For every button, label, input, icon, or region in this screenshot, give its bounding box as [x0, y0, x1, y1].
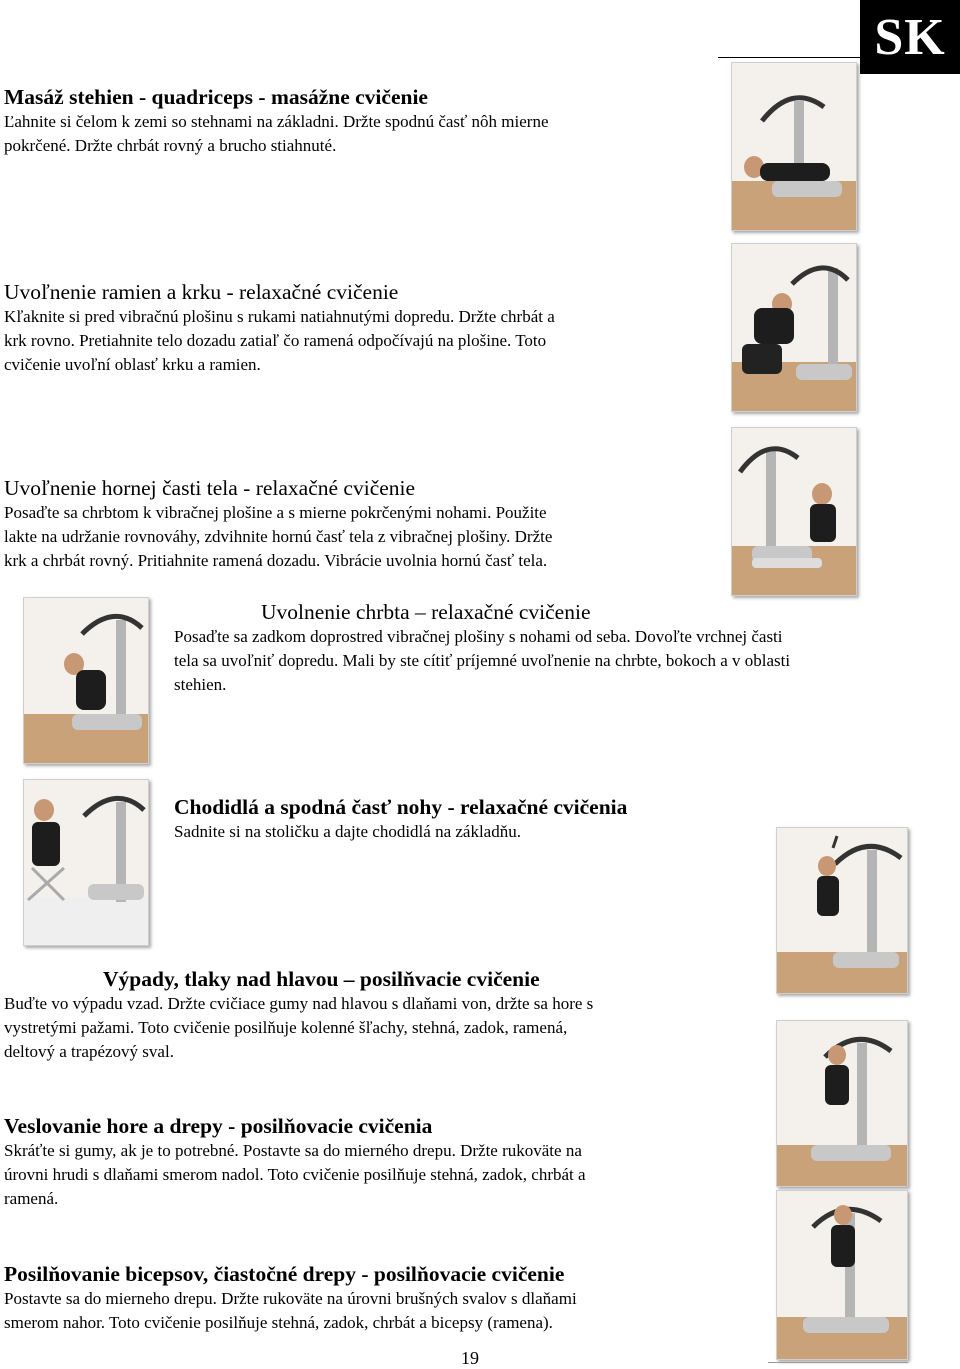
text-line: ramená.: [4, 1189, 59, 1209]
section-title: Veslovanie hore a drepy - posilňovacie cvičenia: [4, 1114, 433, 1138]
text-line: lakte na udržanie rovnováhy, zdvihnite hornú časť tela z vibračnej plošiny. Držte: [4, 527, 553, 547]
footer-rule: [768, 1362, 908, 1363]
text-line: pokrčené. Držte chrbát rovný a brucho stiahnuté.: [4, 136, 337, 156]
section-text: [4, 305, 555, 378]
exercise-photo-thigh-massage: [731, 62, 857, 231]
text-line: Skráťte si gumy, ak je to potrebné. Postavte sa do mierného drepu. Držte rukoväte na: [4, 1141, 582, 1160]
text-line: deltový a trapézový sval.: [4, 1042, 174, 1062]
text-line: Postavte sa do mierneho drepu. Držte rukoväte na úrovni brušných svalov s dlaňami: [4, 1289, 577, 1308]
section-title: Uvoľnenie ramien a krku - relaxačné cvičenie: [4, 280, 399, 304]
section-title: Posilňovanie bicepsov, čiastočné drepy - posilňovacie cvičenie: [4, 1262, 565, 1286]
section-text: [4, 1287, 577, 1335]
text-line: Ľahnite si čelom k zemi so stehnami na základni. Držte spodnú časť nôh mierne: [4, 112, 549, 131]
exercise-photo-feet-legs: [23, 779, 149, 946]
section-text: [174, 625, 790, 698]
section-text: [4, 992, 593, 1065]
text-line: krk rovno. Pretiahnite telo dozadu zatiaľ čo ramená odpočívajú na plošine. Toto: [4, 331, 547, 351]
exercise-photo-back-relax: [23, 597, 149, 764]
text-line: Kľaknite si pred vibračnú plošinu s rukami natiahnutými dopredu. Držte chrbát a: [4, 307, 555, 326]
section-feet-legs: [174, 794, 627, 844]
section-title: Výpady, tlaky nad hlavou – posilňvacie cvičenie: [103, 967, 540, 991]
section-lunges: [4, 966, 593, 1065]
exercise-photo-biceps: [776, 1190, 908, 1360]
text-line: Posaďte sa chrbtom k vibračnej plošine a s mierne pokrčenými nohami. Použite: [4, 503, 547, 522]
section-text: [4, 1139, 586, 1212]
section-title: Uvoľnenie hornej časti tela - relaxačné cvičenie: [4, 476, 416, 500]
exercise-photo-upper-body: [731, 427, 857, 596]
section-rowing-squats: [4, 1113, 586, 1212]
text-line: tela sa uvoľniť dopredu. Mali by ste cítiť príjemné uvoľnenie na chrbte, bokoch a v oblasti: [174, 651, 791, 671]
section-title: Uvolnenie chrbta – relaxačné cvičenie: [261, 600, 591, 624]
language-badge: SK: [860, 0, 960, 74]
section-upper-body: [4, 475, 552, 574]
section-text: [4, 110, 549, 158]
text-line: stehien.: [174, 675, 227, 695]
text-line: cvičenie uvoľní oblasť krku a ramien.: [4, 355, 261, 375]
section-title: Chodidlá a spodná časť nohy - relaxačné cvičenia: [174, 795, 628, 819]
header-rule: [718, 57, 860, 58]
text-line: Posaďte sa zadkom doprostred vibračnej plošiny s nohami od seba. Dovoľte vrchnej časti: [174, 627, 783, 646]
section-back-relax: [174, 599, 790, 698]
text-line: Sadnite si na stoličku a dajte chodidlá na základňu.: [174, 822, 521, 841]
section-shoulder-neck: [4, 279, 555, 378]
exercise-photo-rowing-squats: [776, 1020, 908, 1187]
section-text: [4, 501, 552, 574]
section-text: [174, 820, 627, 844]
exercise-photo-lunges: [776, 827, 908, 994]
section-title: Masáž stehien - quadriceps - masážne cvičenie: [4, 85, 428, 109]
text-line: Buďte vo výpadu vzad. Držte cvičiace gumy nad hlavou s dlaňami von, držte sa hore s: [4, 994, 594, 1013]
text-line: vystretými pažami. Toto cvičenie posilňuje kolenné šľachy, stehná, zadok, ramená,: [4, 1018, 568, 1038]
text-line: smerom nahor. Toto cvičenie posilňuje stehná, zadok, chrbát a bicepsy (ramena).: [4, 1313, 553, 1333]
section-thigh-massage: [4, 84, 549, 158]
text-line: krk a chrbát rovný. Pritiahnite ramená dozadu. Vibrácie uvolnia hornú časť tela.: [4, 551, 548, 571]
text-line: úrovni hrudi s dlaňami smerom nadol. Toto cvičenie posilňuje stehná, zadok, chrbát a: [4, 1165, 586, 1185]
section-biceps: [4, 1261, 577, 1335]
page-number: 19: [461, 1348, 479, 1368]
exercise-photo-shoulder-neck: [731, 243, 857, 412]
